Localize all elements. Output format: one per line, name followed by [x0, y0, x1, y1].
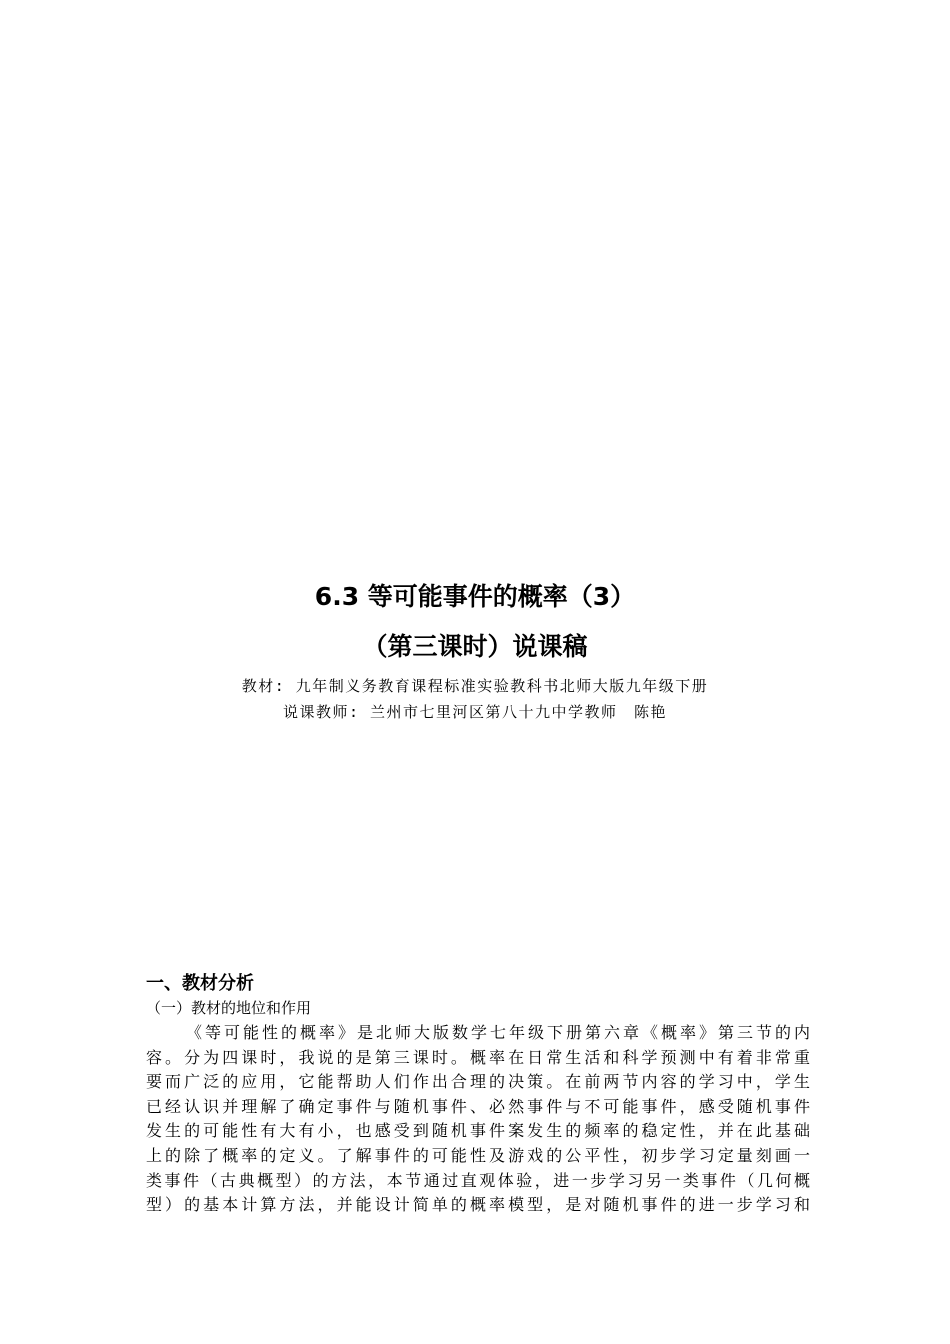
- paragraph-line: 容。分为四课时，我说的是第三课时。概率在日常生活和科学预测中有着非常重: [146, 1047, 810, 1067]
- teacher-info: 说课教师: 兰州市七里河区第八十九中学教师 陈艳: [282, 703, 668, 721]
- document-title: 6.3 等可能事件的概率（3）: [314, 582, 636, 611]
- section-subheading: （一）教材的地位和作用: [146, 999, 312, 1017]
- paragraph-line: 发生的可能性有大有小，也感受到随机事件案发生的频率的稳定性，并在此基础: [146, 1121, 810, 1141]
- section-heading: 一、教材分析: [146, 973, 254, 994]
- textbook-info: 教材: 九年制义务教育课程标准实验教科书北师大版九年级下册: [241, 677, 709, 695]
- paragraph-line: 类事件（古典概型）的方法，本节通过直观体验，进一步学习另一类事件（几何概: [146, 1170, 810, 1190]
- body-paragraph: [146, 1021, 810, 1218]
- paragraph-line: 上的除了概率的定义。了解事件的可能性及游戏的公平性，初步学习定量刻画一: [146, 1145, 810, 1165]
- document-subtitle: （第三课时）说课稿: [362, 632, 588, 661]
- paragraph-line: 《等可能性的概率》是北师大版数学七年级下册第六章《概率》第三节的内: [186, 1023, 810, 1042]
- paragraph-line: 要而广泛的应用，它能帮助人们作出合理的决策。在前两节内容的学习中，学生: [146, 1072, 810, 1092]
- paragraph-line: 型）的基本计算方法，并能设计简单的概率模型，是对随机事件的进一步学习和: [146, 1195, 810, 1215]
- paragraph-line: 已经认识并理解了确定事件与随机事件、必然事件与不可能事件，感受随机事件: [146, 1096, 810, 1116]
